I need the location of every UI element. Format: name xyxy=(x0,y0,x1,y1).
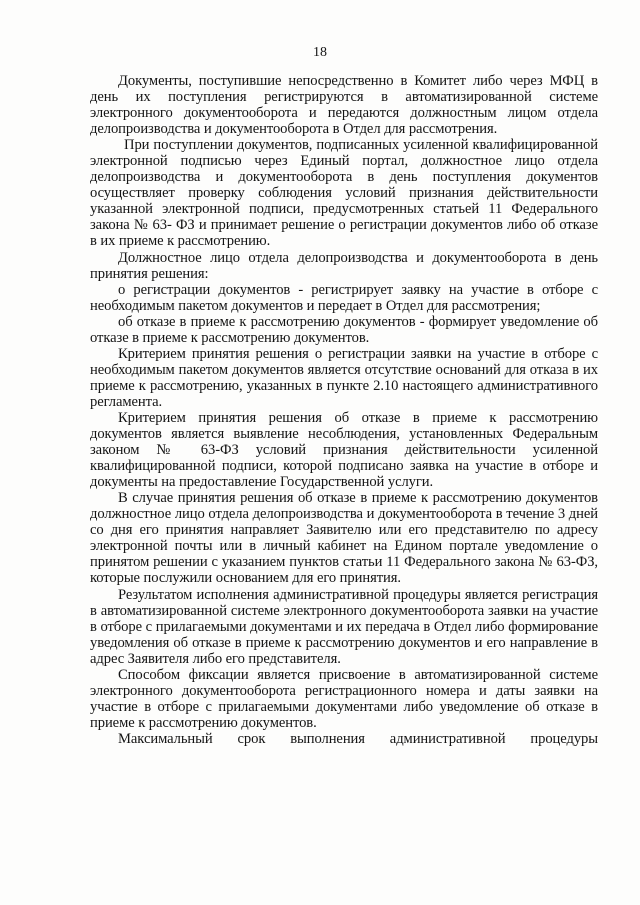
paragraph-refusal-notification: В случае принятия решения об отказе в приеме к рассмотрению документов должностное лицо отдела делопроизводства и документооборота в течение 3 дней со дня его принятия направляет Заявителю или его представителю по адресу электронной почты или в личный кабинет на Едином портале уведомление о принятом решении с указанием пунктов статьи 11 Федерального закона № 63-ФЗ, которые послужили основанием для его принятия. xyxy=(90,490,598,587)
paragraph-registration-criterion: Критерием принятия решения о регистрации заявки на участие в отборе с необходимым пакетом документов является отсутствие оснований для отказа в их приеме к рассмотрению, указанных в пункте 2.10 настоящего административного регламента. xyxy=(90,345,598,410)
paragraph-official-decision-day: Должностное лицо отдела делопроизводства и документооборота в день принятия решения: xyxy=(90,249,598,282)
paragraph-refusal-criterion: Критерием принятия решения об отказе в приеме к рассмотрению документов является выявление несоблюдения, установленных Федеральным законом № 63-ФЗ условий признания действительности усиленной квалифицированной подписи, которой подписано заявка на участие в отборе и документы на предоставление Государственной услуги. xyxy=(90,409,598,491)
paragraph-incoming-documents: Документы, поступившие непосредственно в Комитет либо через МФЦ в день их поступления регистрируются в автоматизированной системе электронного документооборота и передаются должностным лицом отдела делопроизводства и документооборота в Отдел для рассмотрения. xyxy=(90,73,598,138)
paragraph-registration-option: о регистрации документов - регистрирует заявку на участие в отборе с необходимым пакетом документов и передает в Отдел для рассмотрения; xyxy=(90,281,598,314)
paragraph-maximum-term: Максимальный срок выполнения административной процедуры xyxy=(118,730,598,747)
document-body xyxy=(90,73,598,747)
paragraph-refusal-option: об отказе в приеме к рассмотрению документов - формирует уведомление об отказе в приеме к рассмотрению документов. xyxy=(90,313,598,346)
paragraph-procedure-result: Результатом исполнения административной процедуры является регистрация в автоматизированной системе электронного документооборота заявки на участие в отборе с прилагаемыми документами и их передача в Отдел либо формирование уведомления об отказе в приеме к рассмотрению документов и его направление в адрес Заявителя либо его представителя. xyxy=(90,586,598,667)
paragraph-fixation-method: Способом фиксации является присвоение в автоматизированной системе электронного документооборота регистрационного номера и даты заявки на участие в отборе с прилагаемыми документами либо уведомление об отказе в приеме к рассмотрению документов. xyxy=(90,666,598,731)
paragraph-electronic-signature-check: При поступлении документов, подписанных усиленной квалифицированной электронной подписью через Единый портал, должностное лицо отдела делопроизводства и документооборота в день поступления документов осуществляет проверку соблюдения условий признания действительности указанной электронной подписи, предусмотренных статьей 11 Федерального закона № 63- ФЗ и принимает решение о регистрации документов либо об отказе в их приеме к рассмотрению. xyxy=(90,137,598,250)
page-number: 18 xyxy=(313,45,327,60)
